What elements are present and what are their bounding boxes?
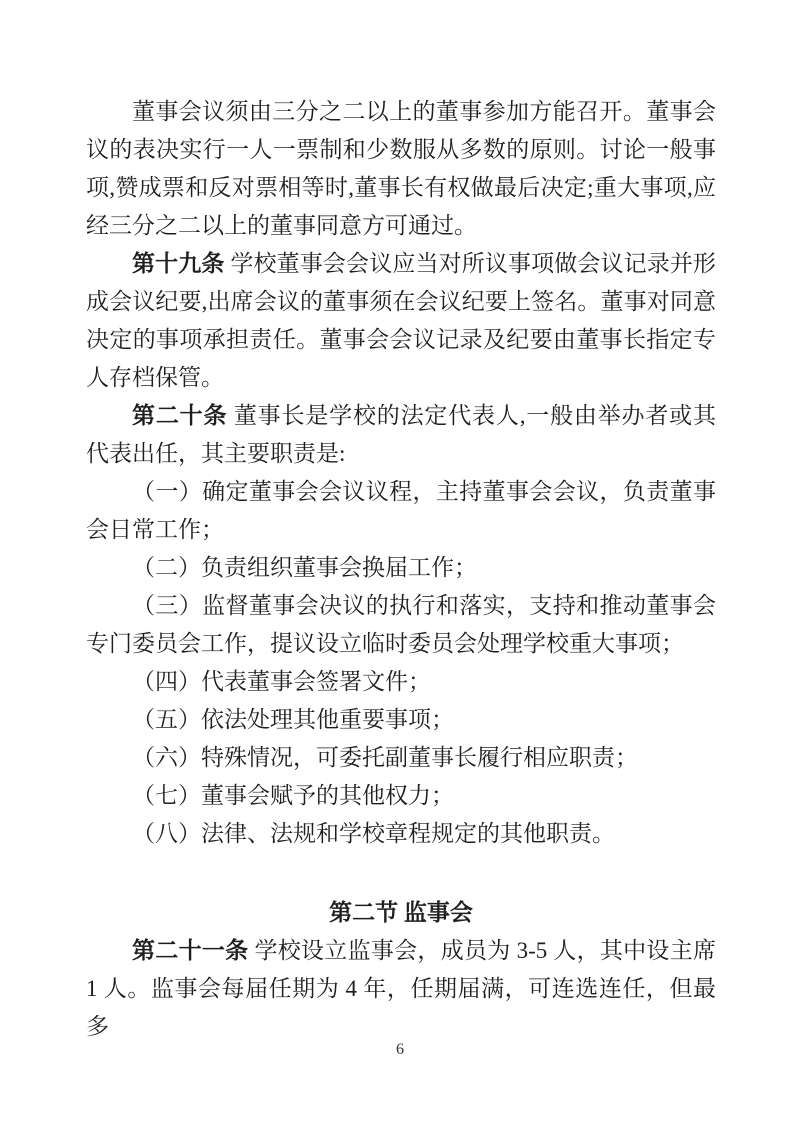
- duty-item-5-text: （五）依法处理其他重要事项；: [132, 707, 454, 732]
- page-number: 6: [396, 1041, 404, 1058]
- duty-item-8-text: （八）法律、法规和学校章程规定的其他职责。: [132, 821, 615, 846]
- article-20-text: 董事长是学校的法定代表人,一般由举办者或其代表出任，其主要职责是:: [86, 403, 717, 466]
- duty-item-4-text: （四）代表董事会签署文件；: [132, 669, 431, 694]
- duty-item-1-text: （一）确定董事会会议议程，主持董事会会议，负责董事会日常工作；: [86, 479, 716, 542]
- duty-item-2-text: （二）负责组织董事会换届工作；: [132, 555, 477, 580]
- duty-item-3: [86, 587, 716, 663]
- para-article-20: [86, 397, 716, 473]
- duty-item-2: [86, 549, 716, 587]
- para-board-meeting-voting: [86, 93, 716, 245]
- duty-item-7-text: （七）董事会赋予的其他权力；: [132, 783, 454, 808]
- duty-item-7: [86, 777, 716, 815]
- article-19-text: 学校董事会会议应当对所议事项做会议记录并形成会议纪要,出席会议的董事须在会议纪要上签名。董事对同意决定的事项承担责任。董事会会议记录及纪要由董事长指定专人存档保管。: [86, 251, 717, 390]
- para-article-19: [86, 245, 716, 397]
- article-21-label: 第二十一条: [132, 938, 249, 963]
- section-heading-supervisory-board: 第二节 监事会: [329, 900, 473, 925]
- document-content: [86, 93, 716, 1046]
- duty-item-6: [86, 739, 716, 777]
- article-20-label: 第二十条: [132, 403, 228, 428]
- article-19-label: 第十九条: [132, 251, 225, 276]
- duty-item-1: [86, 473, 716, 549]
- article-21-text: 学校设立监事会，成员为 3-5 人，其中设主席 1 人。监事会每届任期为 4 年，任期届满，可连选连任，但最多: [86, 938, 716, 1039]
- duty-item-3-text: （三）监督董事会决议的执行和落实，支持和推动董事会专门委员会工作，提议设立临时委员会处理学校重大事项；: [86, 593, 716, 656]
- duty-item-8: [86, 815, 716, 853]
- duty-item-4: [86, 663, 716, 701]
- duty-item-6-text: （六）特殊情况，可委托副董事长履行相应职责；: [132, 745, 638, 770]
- para-article-21: [86, 932, 716, 1046]
- para-board-meeting-voting-text: 董事会议须由三分之二以上的董事参加方能召开。董事会议的表决实行一人一票制和少数服从多数的原则。讨论一般事项,赞成票和反对票相等时,董事长有权做最后决定;重大事项,应经三分之二以上的董事同意方可通过。: [86, 99, 716, 238]
- duty-item-5: [86, 701, 716, 739]
